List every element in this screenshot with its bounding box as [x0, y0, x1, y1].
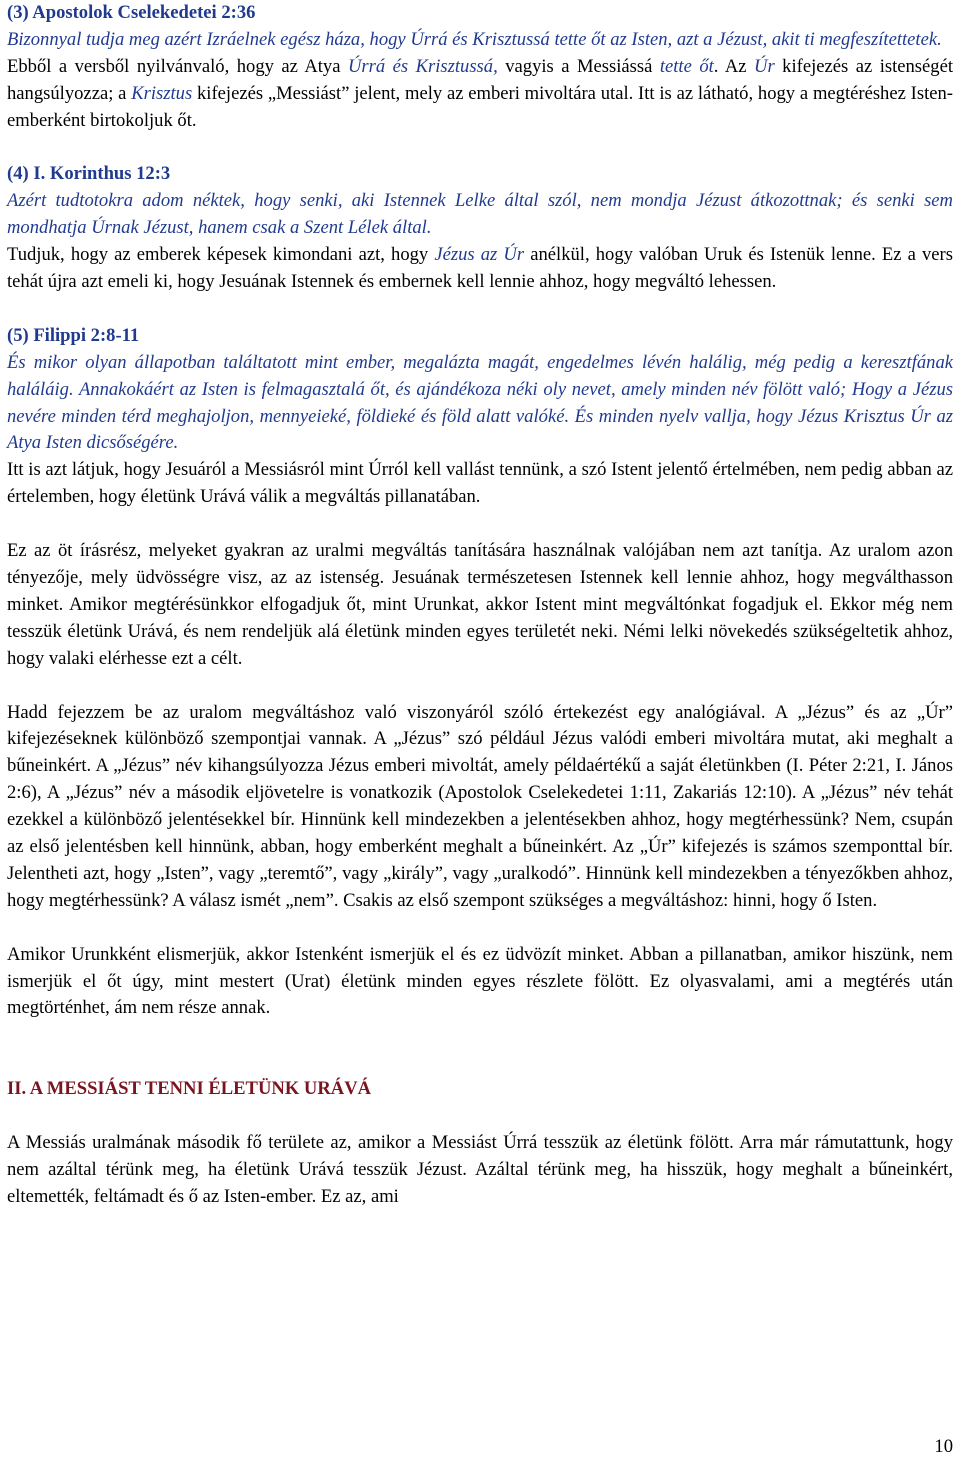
text-run: A Messiás uralmának második fő területe az, amikor a Messiást Úrrá tesszük az életünk fölött. Arra már rámutattunk, hogy nem azáltal térünk meg, ha életünk Urává tesszük Jézust. Azáltal térünk meg, ha hisszük, hogy meghalt a bűneinkért, eltemették, feltámadt és ő az Isten-ember. Ez az, ami: [7, 1131, 953, 1207]
verse-heading: [7, 161, 953, 188]
paragraph: [7, 700, 953, 915]
paragraph-spacer: [7, 1103, 953, 1130]
emphasized-text: Úr: [754, 55, 775, 77]
emphasized-text: Úrrá és Krisztussá,: [347, 55, 498, 77]
text-run: vagyis a Messiássá: [497, 55, 660, 77]
text-run: kifejezés az istenségét hangsúlyozza; a: [7, 55, 954, 104]
paragraph-spacer: [7, 135, 953, 162]
paragraph-spacer: [7, 511, 953, 538]
paragraph: [7, 54, 953, 135]
section-heading: [7, 1076, 953, 1103]
paragraph-spacer: [7, 673, 953, 700]
paragraph: [7, 457, 953, 511]
text-run: kifejezés „Messiást” jelent, mely az emberi mivoltára utal. Itt is az látható, hogy a megtéréshez Isten-emberként birtokoljuk őt.: [7, 82, 953, 131]
text-run: II. A MESSIÁST TENNI ÉLETÜNK URÁVÁ: [7, 1078, 372, 1100]
emphasized-text: Bizonnyal tudja meg azért Izráelnek egész háza, hogy Úrrá és Krisztussá tette őt az Isten, azt a Jézust, akit ti megfeszítettetek.: [7, 28, 942, 50]
emphasized-text: (4) I. Korinthus 12:3: [7, 163, 171, 185]
page-number: 10: [934, 1436, 953, 1457]
paragraph: [7, 942, 953, 1023]
emphasized-text: (5) Filippi 2:8-11: [7, 324, 140, 346]
text-run: . Az: [713, 55, 755, 77]
document-page: [7, 0, 953, 1211]
paragraph-spacer: [7, 1022, 953, 1049]
text-run: Ez az öt írásrész, melyeket gyakran az uralmi megváltás tanítására használnak valójában nem azt tanítja. Az uralom azon tényezője, mely üdvösségre visz, az az istenség. Jesuának természetesen Istennek kell lennie ahhoz, hogy megválthasson minket. Amikor megtérésünkkor elfogadjuk őt, mint Urunkat, akkor Istent mint megváltónkat fogadjuk el. Ekkor még nem tesszük életünk Urává, és nem rendeljük alá életünk minden egyes területét neki. Némi lelki növekedés szükségeltetik ahhoz, hogy valaki elérhesse ezt a célt.: [7, 540, 953, 669]
emphasized-text: Azért tudtotokra adom néktek, hogy senki, aki Istennek Lelke által szól, nem mondja Jézust átkozottnak; és senki sem mondhatja Úrnak Jézust, hanem csak a Szent Lélek által.: [7, 190, 953, 239]
text-run: Itt is azt látjuk, hogy Jesuáról a Messiásról mint Úrról kell vallást tennünk, a szó Istent jelentő értelmében, nem pedig abban az értelemben, hogy életünk Urává válik a megváltás pillanatában.: [7, 459, 953, 508]
text-run: Ebből a versből nyilvánvaló, hogy az Atya: [7, 55, 348, 77]
emphasized-text: (3) Apostolok Cselekedetei 2:36: [7, 2, 256, 23]
emphasized-text: Krisztus: [131, 82, 193, 104]
paragraph: [7, 188, 953, 242]
paragraph: [7, 27, 953, 54]
paragraph: [7, 1130, 953, 1211]
text-run: anélkül, hogy valóban Uruk és Istenük lenne. Ez a vers tehát újra azt emeli ki, hogy Jesuának Istennek és embernek kell lennie ahhoz, hogy megváltó lehessen.: [7, 244, 953, 293]
verse-heading: [7, 0, 953, 27]
emphasized-text: Jézus az Úr: [434, 244, 525, 266]
paragraph-spacer: [7, 1049, 953, 1076]
verse-heading: [7, 323, 953, 350]
text-run: Tudjuk, hogy az emberek képesek kimondani azt, hogy: [7, 244, 435, 266]
emphasized-text: És mikor olyan állapotban találtatott mint ember, megalázta magát, engedelmes lévén halálig, még pedig a keresztfának haláláig. Annakokáért az Isten is felmagasztalá őt, és ajándékoza néki oly nevet, amely minden név fölött való; Hogy a Jézus nevére minden térd meghajoljon, mennyeieké, földieké és föld alatt valóké. És minden nyelv vallja, hogy Jézus Krisztus Úr az Atya Isten dicsőségére.: [7, 351, 953, 454]
text-run: Hadd fejezzem be az uralom megváltáshoz való viszonyáról szóló értekezést egy analógiával. A „Jézus” és az „Úr” kifejezéseknek különböző szempontjai vannak. A „Jézus” szó például Jézus valódi emberi mivoltára mutat, aki meghalt a bűneinkért. A „Jézus” név kihangsúlyozza Jézus emberi mivoltát, amely példaértékű a saját életünkben (I. Péter 2:21, I. János 2:6), A „Jézus” név a második eljövetelre is vonatkozik (Apostolok Cselekedetei 1:11, Zakariás 12:10). A „Jézus” név tehát ezekkel a különböző jelentésekkel bír. Hinnünk kell mindezekben a jelentésekben ahhoz, hogy megtérhessünk? Nem, csupán az első jelentésben kell hinnünk, abban, hogy emberként meghalt a bűneinkért. Az „Úr” kifejezés is számos szemponttal bír. Jelentheti azt, hogy „Isten”, vagy „teremtő”, vagy „király”, vagy „uralkodó”. Hinnünk kell mindezekben a tényezőkben ahhoz, hogy megtérhessünk? A válasz ismét „nem”. Csakis az első szempont szükséges a megváltáshoz: hinni, hogy ő Isten.: [7, 701, 953, 911]
paragraph: [7, 538, 953, 673]
paragraph: [7, 242, 953, 296]
emphasized-text: tette őt: [659, 55, 714, 77]
paragraph-spacer: [7, 915, 953, 942]
text-run: Amikor Urunkként elismerjük, akkor Istenként ismerjük el és ez üdvözít minket. Abban a pillanatban, amikor hiszünk, nem ismerjük el őt úgy, mint mestert (Urat) életünk minden egyes részlete fölött. Ez olyasvalami, ami a megtérés után megtörténhet, ám nem része annak.: [7, 943, 953, 1019]
paragraph: [7, 350, 953, 458]
paragraph-spacer: [7, 296, 953, 323]
